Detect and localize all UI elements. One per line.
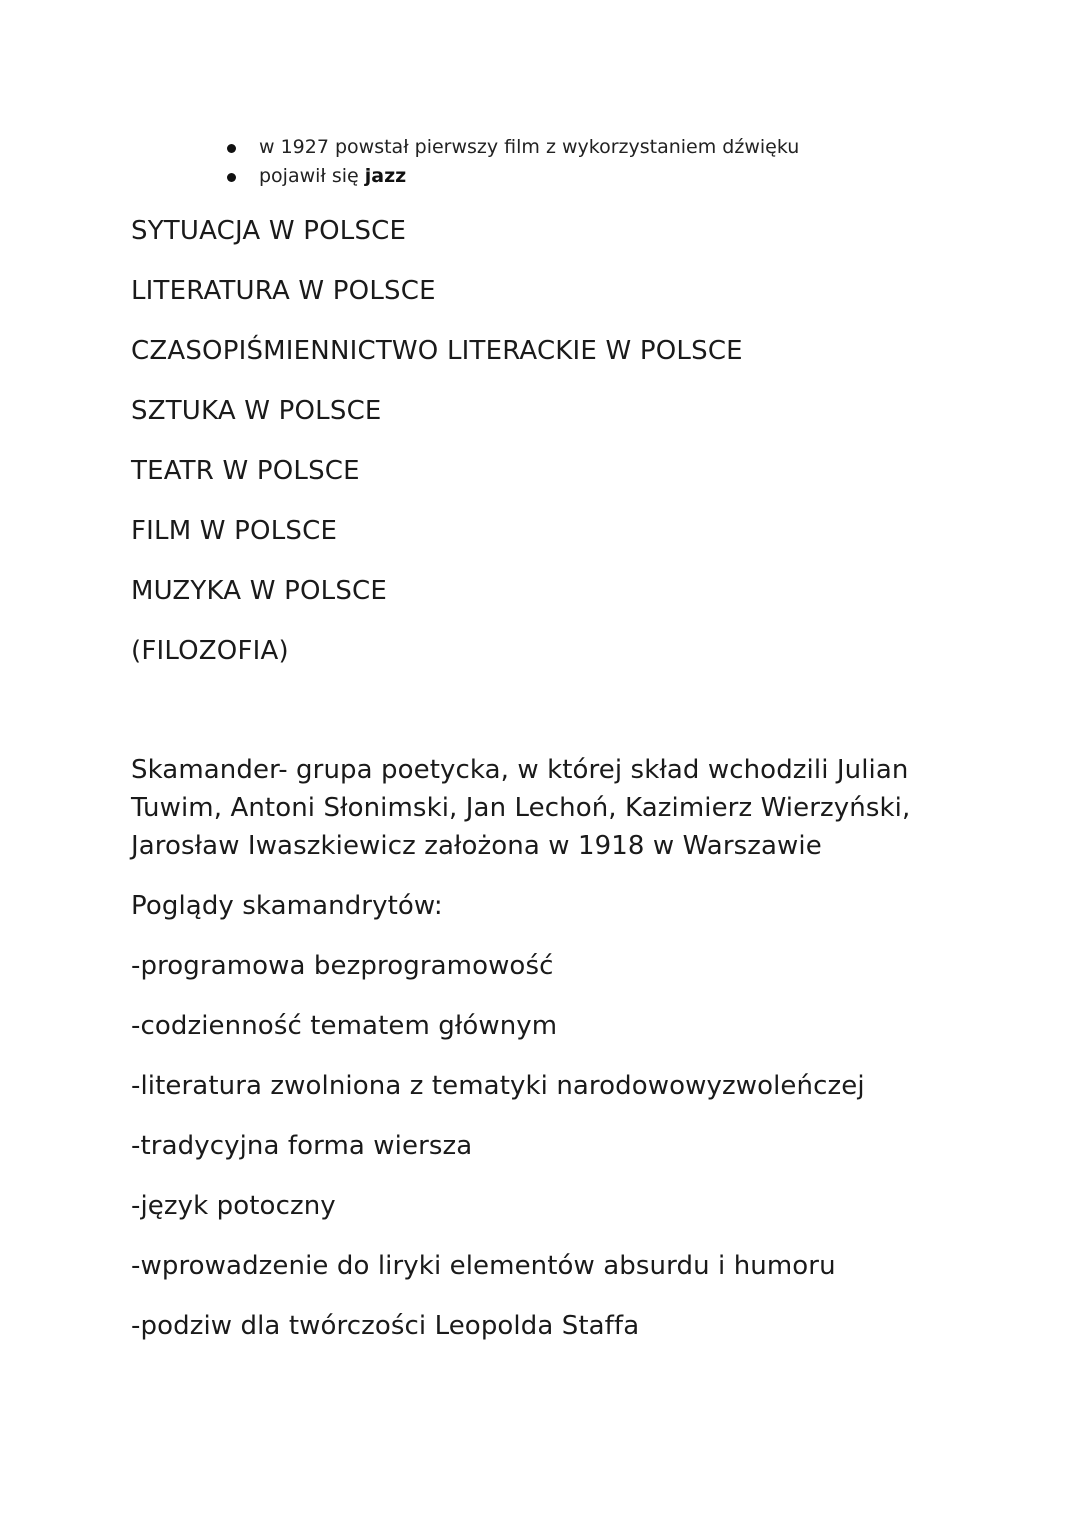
bullet-bold-text: jazz bbox=[364, 165, 407, 187]
heading-czasopismiennictwo: CZASOPIŚMIENNICTWO LITERACKIE W POLSCE bbox=[131, 336, 743, 366]
bullet-list bbox=[222, 133, 799, 191]
list-item bbox=[222, 162, 799, 191]
heading-literatura: LITERATURA W POLSCE bbox=[131, 276, 436, 306]
heading-filozofia: (FILOZOFIA) bbox=[131, 636, 289, 666]
list-item bbox=[222, 133, 799, 162]
skamander-paragraph bbox=[131, 751, 961, 865]
heading-film: FILM W POLSCE bbox=[131, 516, 338, 546]
paragraph-line: Tuwim, Antoni Słonimski, Jan Lechoń, Kazimierz Wierzyński, bbox=[131, 793, 911, 823]
bullet-text: pojawił się bbox=[259, 165, 365, 187]
bullet-icon bbox=[227, 144, 236, 153]
view-item: -tradycyjna forma wiersza bbox=[131, 1131, 473, 1161]
heading-sztuka: SZTUKA W POLSCE bbox=[131, 396, 382, 426]
view-item: -wprowadzenie do liryki elementów absurdu i humoru bbox=[131, 1251, 836, 1281]
view-item: -język potoczny bbox=[131, 1191, 336, 1221]
paragraph-line: Skamander- grupa poetycka, w której skład wchodzili Julian bbox=[131, 755, 909, 785]
bullet-text: w 1927 powstał pierwszy film z wykorzystaniem dźwięku bbox=[259, 136, 800, 158]
paragraph-line: Jarosław Iwaszkiewicz założona w 1918 w Warszawie bbox=[131, 831, 822, 861]
heading-teatr: TEATR W POLSCE bbox=[131, 456, 360, 486]
view-item: -codzienność tematem głównym bbox=[131, 1011, 558, 1041]
view-item: -literatura zwolniona z tematyki narodowowyzwoleńczej bbox=[131, 1071, 865, 1101]
heading-muzyka: MUZYKA W POLSCE bbox=[131, 576, 388, 606]
heading-sytuacja: SYTUACJA W POLSCE bbox=[131, 216, 407, 246]
view-item: -programowa bezprogramowość bbox=[131, 951, 554, 981]
view-item: -podziw dla twórczości Leopolda Staffa bbox=[131, 1311, 640, 1341]
bullet-icon bbox=[227, 173, 236, 182]
views-title: Poglądy skamandrytów: bbox=[131, 891, 443, 921]
